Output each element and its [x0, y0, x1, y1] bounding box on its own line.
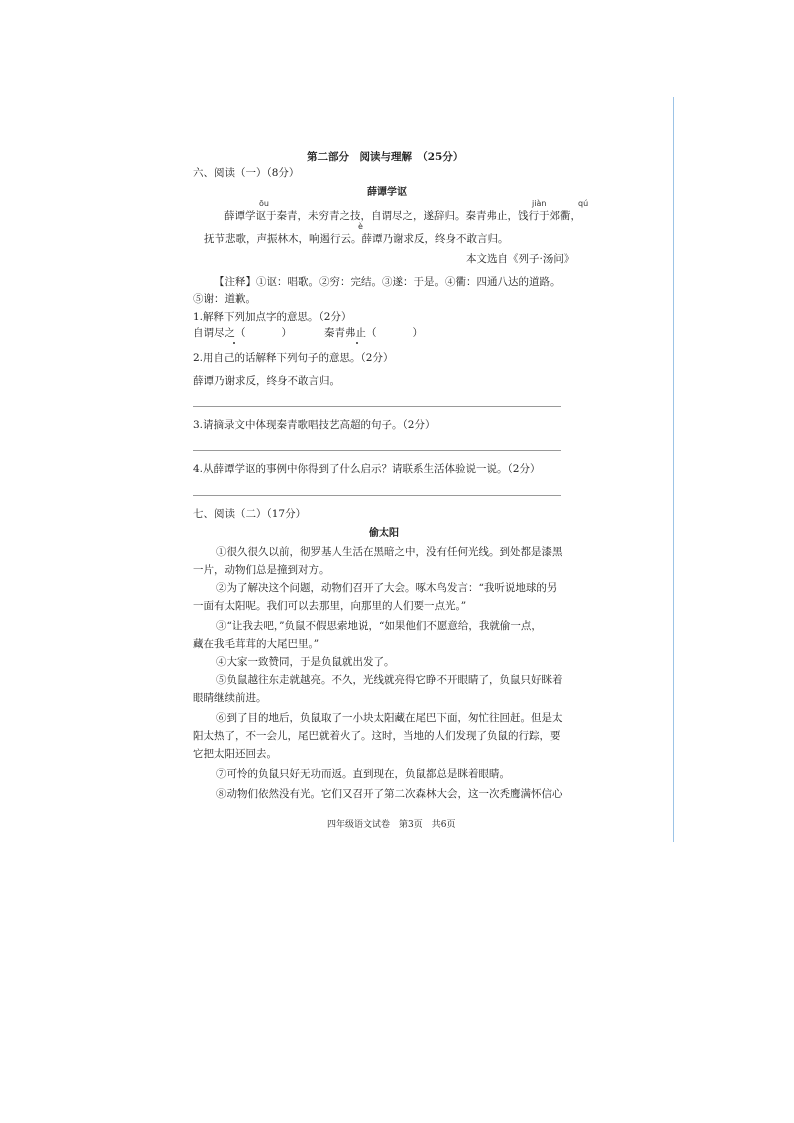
reading2-line: 它把太阳还回去。: [193, 748, 277, 760]
question-2-prompt: 2.用自己的话解释下列句子的意思。（2分）: [193, 352, 394, 364]
reading2-line: 一面有太阳呢。我们可以去那里，向那里的人们要一点光。”: [193, 600, 467, 612]
reading1-text-line-1: 薛谭学讴于秦青，未穷青之技，自谓尽之，遂辞归。秦青弗止，饯行于郊衢，: [224, 210, 581, 222]
pinyin-jian: jiàn: [532, 199, 547, 208]
question-4-prompt: 4.从薛谭学讴的事例中你得到了什么启示？请联系生活体验说一说。（2分）: [193, 463, 541, 475]
reading2-line: ①很久很久以前，彻罗基人生活在黑暗之中，没有任何光线。到处都是漆黑: [216, 546, 563, 558]
answer-line-q2[interactable]: [193, 406, 561, 407]
question-1-item-a: 自谓尽之（ ）: [193, 327, 292, 339]
question-3-prompt: 3.请摘录文中体现秦青歌唱技艺高超的句子。（2分）: [193, 419, 436, 431]
reading2-line: ②为了解决这个问题，动物们召开了大会。啄木鸟发言：“我听说地球的另: [216, 582, 558, 594]
reading1-note-line-2: ⑤谢：道歉。: [193, 293, 256, 305]
pinyin-qu: qú: [578, 199, 589, 208]
reading2-line: 阳太热了，不一会儿，尾巴就着火了。这时，当地的人们发现了负鼠的行踪，要: [193, 730, 561, 742]
reading2-line: ③“让我去吧，”负鼠不假思索地说，“如果他们不愿意给，我就偷一点，: [216, 620, 542, 632]
emphasis-dot: [356, 342, 358, 344]
reading2-line: ④大家一致赞同，于是负鼠就出发了。: [216, 656, 395, 668]
pinyin-ou: ōu: [259, 199, 269, 208]
reading1-source: 本文选自《列子·汤问》: [466, 253, 575, 265]
pinyin-e: è: [358, 222, 363, 231]
reading2-heading: 七、阅读（二）（17分）: [193, 508, 307, 520]
reading2-line: ⑦可怜的负鼠只好无功而返。直到现在，负鼠都总是眯着眼睛。: [216, 768, 510, 780]
reading2-line: ⑤负鼠越往东走就越亮。不久，光线就亮得它睁不开眼睛了，负鼠只好眯着: [216, 674, 563, 686]
section-title: 第二部分 阅读与理解 （25分）: [307, 151, 464, 163]
question-1-prompt: 1.解释下列加点字的意思。（2分）: [193, 311, 352, 323]
page-footer: 四年级语文试卷 第3页 共6页: [327, 820, 456, 830]
question-1-item-b: 秦青弗止（ ）: [324, 327, 423, 339]
reading1-title: 薛谭学讴: [367, 187, 407, 198]
reading2-line: 藏在我毛茸茸的大尾巴里。”: [193, 638, 320, 650]
reading1-text-line-2: 抚节悲歌，声振林木，响遏行云。薛谭乃谢求反，终身不敢言归。: [204, 233, 509, 245]
reading1-note-line-1: 【注释】①讴：唱歌。②穷：完结。③遂：于是。④衢：四通八达的道路。: [214, 276, 561, 288]
question-2-sentence: 薛谭乃谢求反，终身不敢言归。: [193, 375, 340, 387]
reading2-line: 一片，动物们总是撞到对方。: [193, 564, 330, 576]
emphasis-dot: [233, 342, 235, 344]
reading2-line: ⑧动物们依然没有光。它们又召开了第二次森林大会，这一次秃鹰满怀信心: [216, 788, 563, 800]
reading2-line: ⑥到了目的地后，负鼠取了一小块太阳藏在尾巴下面，匆忙往回赶。但是太: [216, 712, 563, 724]
reading2-line: 眼睛继续前进。: [193, 692, 267, 704]
reading2-title: 偷太阳: [369, 528, 399, 539]
reading1-heading: 六、阅读（一）（8分）: [193, 167, 300, 179]
answer-line-q3[interactable]: [193, 450, 561, 451]
page-edge-line: [673, 97, 674, 842]
answer-line-q4[interactable]: [193, 495, 561, 496]
